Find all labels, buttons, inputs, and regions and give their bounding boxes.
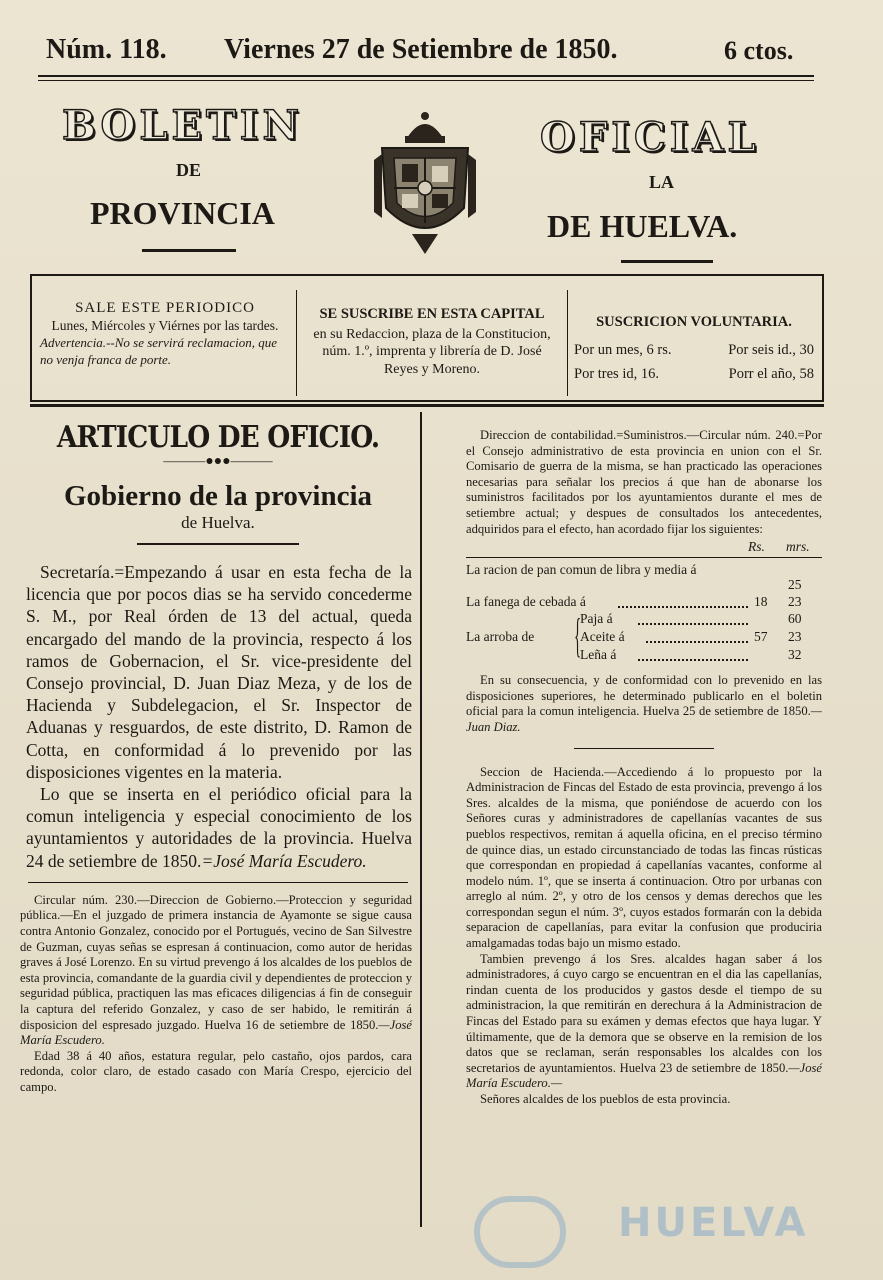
issue-date: Viernes 27 de Setiembre de 1850. (224, 34, 618, 65)
row-fanega-rs: 18 (754, 594, 768, 610)
row-racion-mrs: 25 (788, 577, 802, 593)
title-de: DE (176, 160, 202, 180)
price-year: Porr el año, 58 (728, 366, 814, 382)
row-lena-mrs: 32 (788, 647, 802, 663)
row-lena-label: Leña á (580, 647, 617, 663)
article-rule (28, 882, 408, 883)
article-para-2: Lo que se inserta en el periódico oficial para la comun inteligencia y especial conocimiento de los ayuntamientos y autoridades de la provincia. Huelva 24 de setiembre de 1850. (26, 784, 412, 871)
title-huelva: DE HUELVA. (547, 208, 738, 244)
row-fanega-mrs: 23 (788, 594, 802, 610)
price-table (466, 539, 822, 673)
info-divider (296, 290, 297, 396)
hacienda-para-3: Señores alcaldes de los pueblos de esta provincia. (480, 1092, 731, 1106)
row-racion-label: La racion de pan comun de libra y media á (466, 562, 697, 578)
row-fanega-label: La fanega de cebada á (466, 594, 586, 610)
info-right (574, 310, 814, 386)
watermark-text: HUELVA (618, 1200, 809, 1246)
dot-leader (618, 594, 748, 608)
suministros-intro-text: Direccion de contabilidad.=Suministros.—Circular núm. 240.=Por el Consejo administrativo de esta provincia en union con el Sr. Comisario de guerra de la misma, se han practicado las operaciones necesarias para señalar los precios á que han de abonarse los suministros facilitados por los ayuntamientos durante el mes de setiembre actual; y despues de consultados los antecedentes, adquiridos para el efecto, han acordado fijar los siguientes: (466, 428, 822, 536)
row-aceite-rs: 57 (754, 629, 768, 645)
hacienda-signature: —José María Escudero.— (466, 1060, 822, 1091)
brace-icon: { (574, 609, 581, 663)
ornament: ———●●●——— (163, 454, 273, 469)
info-box-rule (30, 404, 824, 407)
title-oficial: OFICIAL (540, 114, 760, 161)
info-left-note-label: Advertencia. (40, 335, 107, 350)
hacienda-para-2: Tambien prevengo á los Sres. alcaldes hagan saber á los administradores, á cuyo cargo se encuentran en el dia las capellanías, rindan cuenta de los producidos y gastos desde el tiempo de su administracion, la que remitirán en derechura á la Administracion de Fincas del Estado para su exámen y demas efectos que haya lugar. Y últimamente, que de la demora que se observe en la remision de los datos que se reclaman, serán responsables los alcaldes con los secretarios de ayuntamientos. Huelva 23 de setiembre de 1850. (466, 951, 822, 1075)
title-rule-right (621, 260, 713, 263)
hacienda-body (466, 765, 822, 1108)
issue-number: Núm. 118. (46, 34, 167, 65)
dot-leader (638, 647, 748, 661)
hacienda-para-1: Seccion de Hacienda.—Accediendo á lo propuesto por la Administracion de Fincas del Estado de esta provincia, prevengo á los Sres. alcaldes de la misma, que poniéndose de acuerdo con los Señores curas y administradores de capellanías vacantes de sus pueblos respectivos, remitan á aquella oficina, en el preciso término de quince dias, un estado circunstanciado de todas las fincas rústicas que correspondan en propiedad á capellanías vacantes, conforme al modelo núm. 1º, que se inserta á continuacion. Otro por urbanas con arreglo al núm. 2º, y otro de los censos y demas derechos que les correspondan segun el núm. 3º, cuyos estados formarán con la debida separacion de capellanías, para evitar la confusion que produciria amalgamadas todas bajo un mismo estado. (466, 764, 822, 951)
consecuencia-signature: —Juan Diaz. (466, 704, 822, 734)
title-rule-left (142, 249, 236, 252)
article-body (20, 561, 416, 872)
consecuencia-text: En su consecuencia, y de conformidad con lo prevenido en las disposiciones superiores, he determinado publicarlo en el boletin oficial para la comun inteligencia. Huelva 25 de setiembre de 1850. (466, 673, 822, 719)
row-aceite-label: Aceite á (580, 629, 625, 645)
title-boletin: BOLETIN (62, 102, 304, 149)
dot-leader (638, 611, 748, 625)
price-six: Por seis id., 30 (728, 342, 814, 358)
watermark-logo-icon (474, 1196, 566, 1268)
info-divider (567, 290, 568, 396)
info-mid-title: SE SUSCRIBE EN ESTA CAPITAL (319, 306, 545, 322)
row-paja-label: Paja á (580, 611, 613, 627)
dot-leader (646, 629, 748, 643)
table-rule (466, 557, 822, 558)
circular-body (20, 893, 416, 1096)
coat-of-arms-icon (372, 108, 478, 258)
masthead-rule (38, 80, 814, 81)
row-arroba-label: La arroba de (466, 629, 535, 645)
info-left-days: Lunes, Miércoles y Viérnes por las tardes. (51, 318, 279, 333)
title-provincia: PROVINCIA (90, 195, 275, 231)
article-para-2-signature: =José María Escudero. (201, 850, 367, 871)
info-left-note: --No se servirá reclamacion, que no venja franca de porte. (40, 335, 278, 367)
consecuencia (466, 673, 822, 735)
col-header-rs: Rs. (748, 539, 765, 555)
column-divider (420, 412, 422, 1227)
heading-rule (137, 543, 299, 545)
article-para-1: Secretaría.=Empezando á usar en esta fecha de la licencia que por pocos dias se ha servido concederme S. M., por Real órden de 13 del actual, queda encargado del mando de la provincia, respecto á los ramos de Gobernacion, el Sr. vice-presidente del Consejo provincial, D. Juan Diaz Meza, y de los de Hacienda y Subdelegacion, el Sr. Inspector de Aduanas y resguardos, de este distrito, D. Ramon de Cotta, en conformidad á lo prevenido por las disposiciones vigentes en la materia. (26, 562, 412, 782)
info-left (40, 300, 290, 368)
gobierno-heading: Gobierno de la provincia (63, 480, 372, 512)
info-mid (304, 306, 560, 378)
section-title: ARTICULO DE OFICIO. (56, 420, 380, 455)
circular-description: Edad 38 á 40 años, estatura regular, pelo castaño, ojos pardos, cara redonda, color claro, de estado casado con María Crespo, ejercicio del campo. (20, 1048, 412, 1094)
price-month: Por un mes, 6 rs. (574, 342, 672, 358)
row-aceite-mrs: 23 (788, 629, 802, 645)
price-three: Por tres id, 16. (574, 366, 659, 382)
left-column (20, 412, 416, 1096)
masthead-rule (38, 75, 814, 77)
right-column (466, 428, 822, 1108)
circular-text: Circular núm. 230.—Direccion de Gobierno.—Proteccion y seguridad pública.—En el juzgado de primera instancia de Ayamonte se sigue causa contra Antonio Gonzalez, conocido por el Portugués, vecino de San Silvestre de Guzman, cuyas señas se espresan á continuacion, como autor de heridas graves á José Lorenzo. En su virtud prevengo á los alcaldes de los pueblos de esta provincia, comandante de la guardia civil y dependientes de proteccion y seguridad pública, practiquen las mas eficaces diligencias á fin de conseguir la captura del referido Gonzalez, y caso de ser habido, le remitirán á disposicion del espresado juzgado. Huelva 16 de setiembre de 1850. (20, 892, 412, 1032)
suministros-intro (466, 428, 822, 537)
info-left-title: SALE ESTE PERIODICO (75, 300, 255, 316)
gobierno-subheading: de Huelva. (181, 513, 255, 532)
section-rule (574, 748, 714, 749)
row-paja-mrs: 60 (788, 611, 802, 627)
info-right-title: SUSCRICION VOLUNTARIA. (596, 314, 792, 330)
col-header-mrs: mrs. (786, 539, 810, 555)
issue-price: 6 ctos. (724, 36, 794, 65)
circular-signature: —José María Escudero. (20, 1017, 412, 1048)
title-la: LA (649, 172, 675, 192)
info-mid-text: en su Redaccion, plaza de la Constitucion, núm. 1.º, imprenta y librería de D. José Reyes y Moreno. (313, 326, 551, 377)
